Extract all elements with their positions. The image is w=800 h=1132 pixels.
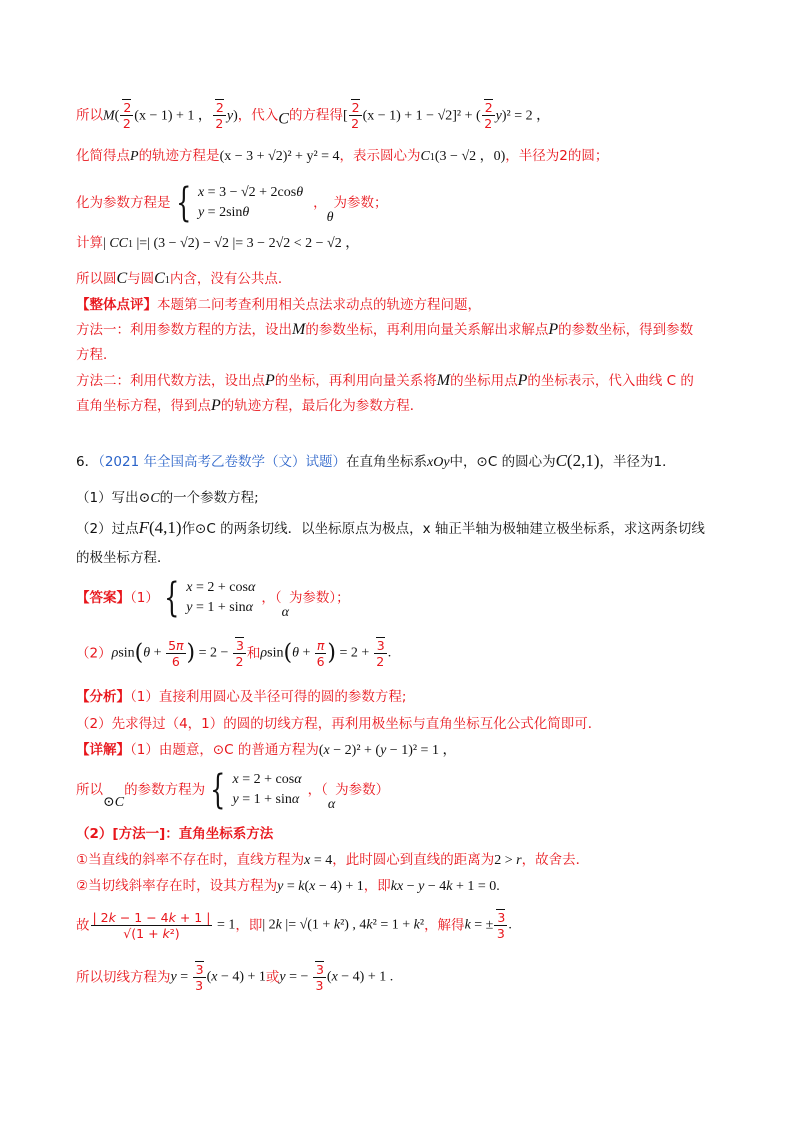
- line-7: 方法一：利用参数方程的方法，设出M的参数坐标，再利用向量关系解出求解点P的参数坐标，得到参数: [76, 321, 694, 338]
- case-2-solve: 故 $\frac{| 2k - 1 - 4k + 1 |}{\text{√(1 + k²)}}$ = 1，即| 2k |= √(1 + k²) , 4k² = 1 + k²，解得k = ± $\frac{3}{3}$ .: [76, 910, 512, 941]
- tangent-lines: 所以切线方程为y = $\frac{3}{3}$ (x − 4) + 1或y = − $\frac{3}{3}$ (x − 4) + 1 .: [76, 962, 394, 993]
- question-6-part-2: （2）过点F(4,1)作⊙C 的两条切线．以坐标原点为极点，x 轴正半轴为极轴建立极坐标系，求这两条切线: [76, 518, 705, 537]
- line-1: 所以M( $\frac{2}{2}$ (x − 1) + 1 ， $\frac{2}{2}$ y)，代入C的方程得[ $\frac{2}{2}$ (x − 1) + 1 − √2]² + ( $\frac{2}{2}$ y)² = 2 ，: [76, 100, 551, 131]
- question-6-part-1: （1）写出⊙C的一个参数方程;: [76, 490, 259, 506]
- detail-line-2: 所以⊙C的参数方程为 { x = 2 + cosα y = 1 + sinα ，（α为参数）: [76, 767, 390, 813]
- analysis-line-2: （2）先求得过（4，1）的圆的切线方程，再利用极坐标与直角坐标互化公式化简即可．: [76, 716, 602, 732]
- case-2: ②当切线斜率存在时，设其方程为y = k(x − 4) + 1，即kx − y − 4k + 1 = 0.: [76, 878, 500, 894]
- analysis-label-line: 【分析】（1）直接利用圆心及半径可得的圆的参数方程;: [76, 689, 407, 705]
- line-8: 方程．: [76, 347, 117, 363]
- question-6-part-2-cont: 的极坐标方程．: [76, 550, 171, 566]
- answer-part-1: 【答案】（1） { x = 2 + cosα y = 1 + sinα ，（α为参数）；: [76, 575, 350, 621]
- line-9: 方法二：利用代数方法，设出点P的坐标，再利用向量关系将M的坐标用点P的坐标表示，代入曲线 C 的: [76, 372, 694, 389]
- line-2: 化简得点P的轨迹方程是(x − 3 + √2)² + y² = 4，表示圆心为C1(3 − √2 ，0)，半径为2的圆；: [76, 148, 609, 164]
- question-6-stem: 6．（2021 年全国高考乙卷数学（文）试题）在直角坐标系xOy中，⊙C 的圆心为C(2,1)，半径为1．: [76, 451, 676, 470]
- line-3: 化为参数方程是 { x = 3 − √2 + 2cosθ y = 2sinθ ，θ为参数；: [76, 180, 388, 226]
- line-10: 直角坐标方程，得到点P的轨迹方程，最后化为参数方程．: [76, 397, 424, 414]
- detail-line-1: 【详解】（1）由题意，⊙C 的普通方程为(x − 2)² + (y − 1)² = 1 ，: [76, 742, 457, 758]
- line-4: 计算| CC1 |=| (3 − √2) − √2 |= 3 − 2√2 < 2 − √2 ，: [76, 235, 360, 251]
- line-5: 所以圆C与圆C1内含，没有公共点．: [76, 270, 292, 287]
- line-6: 【整体点评】本题第二问考查利用相关点法求动点的轨迹方程问题，: [76, 297, 481, 313]
- case-1: ①当直线的斜率不存在时，直线方程为x = 4，此时圆心到直线的距离为2 > r，故舍去．: [76, 852, 590, 868]
- answer-part-2: （2）ρsin(θ + $\frac{5\pi}{6}$ ) = 2 − $\frac{3}{2}$ 和ρsin(θ + $\frac{\pi}{6}$ ) = 2 + $\frac{3}{2}$ .: [76, 638, 392, 669]
- method-1-heading: （2）[方法一]：直角坐标系方法: [76, 826, 274, 842]
